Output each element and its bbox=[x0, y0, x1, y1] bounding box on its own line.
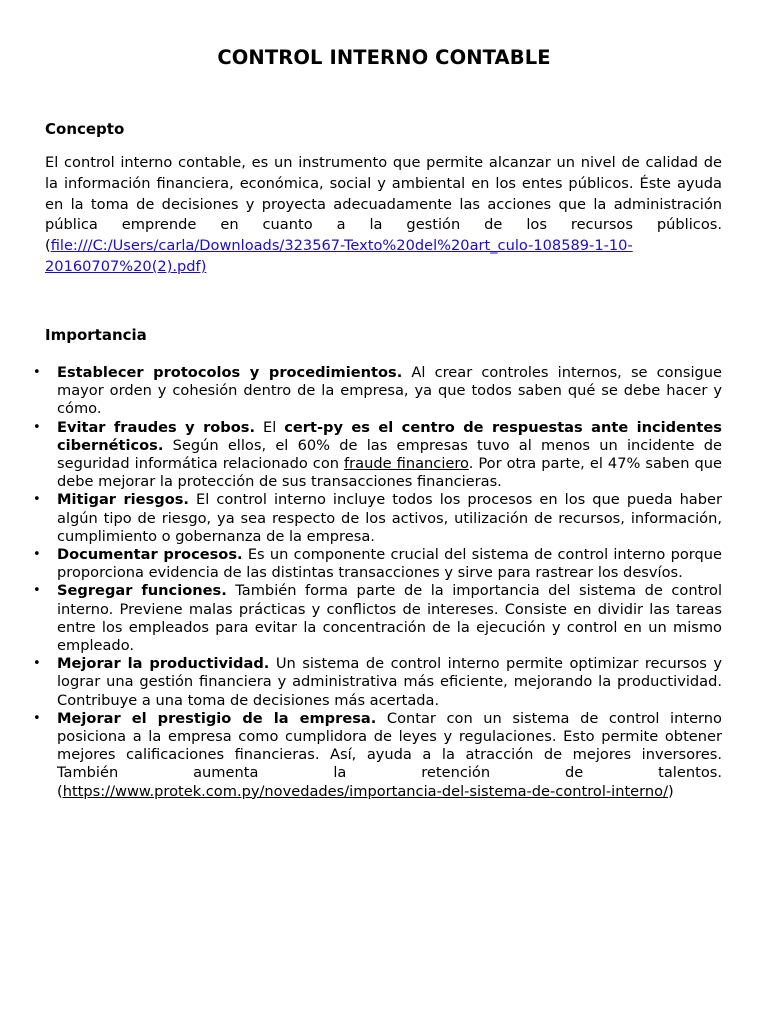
item-ref-close: ) bbox=[668, 782, 674, 800]
item-body bbox=[57, 710, 722, 783]
item-ref-open: ( bbox=[57, 782, 63, 800]
fraude-financiero-link[interactable]: fraude financiero bbox=[344, 455, 469, 473]
item-title: Documentar procesos. bbox=[57, 546, 243, 564]
bullet-icon: • bbox=[33, 656, 41, 672]
item-text: El control interno incluye todos los procesos en los que pueda haber algún tipo de riesgo, ya sea respecto de los activos, utilización de recursos, información, cumplimiento o gobernanza de la empresa. bbox=[57, 491, 722, 545]
importancia-list bbox=[33, 364, 723, 801]
concepto-link-line1: file:///C:/Users/carla/Downloads/323567-Texto%20del%20art_culo-108589-1-10- bbox=[50, 237, 633, 255]
bullet-icon: • bbox=[33, 710, 41, 726]
section-heading-importancia: Importancia bbox=[45, 326, 147, 344]
bullet-icon: • bbox=[33, 492, 41, 508]
list-item bbox=[33, 364, 723, 419]
item-emphasis: cert-py es el centro de respuestas ante incidentes cibernéticos. bbox=[57, 418, 722, 454]
section-heading-concepto: Concepto bbox=[45, 120, 125, 138]
concepto-link-line2: 20160707%20(2).pdf) bbox=[45, 257, 207, 275]
item-title: Mitigar riesgos. bbox=[57, 491, 189, 509]
item-title: Segregar funciones. bbox=[57, 582, 227, 600]
bullet-icon: • bbox=[33, 547, 41, 563]
bullet-icon: • bbox=[33, 419, 41, 435]
concepto-link-open: ( bbox=[45, 237, 51, 255]
concepto-paragraph bbox=[45, 153, 722, 278]
bullet-icon: • bbox=[33, 365, 41, 380]
item-text: Al crear controles internos, se consigue mayor orden y cohesión dentro de la empresa, ya que todos saben qué se debe hacer y cómo. bbox=[57, 364, 723, 418]
list-item bbox=[33, 491, 722, 546]
list-item bbox=[33, 546, 722, 582]
list-item bbox=[33, 709, 722, 801]
bullet-icon: • bbox=[33, 583, 41, 599]
item-text: El bbox=[255, 418, 285, 436]
document-title: CONTROL INTERNO CONTABLE bbox=[217, 46, 551, 69]
item-text: Es un componente crucial del sistema de control interno porque proporciona evidencia de las distintas transacciones y sirve para rastrear los desvíos. bbox=[57, 546, 722, 582]
item-title: Mejorar el prestigio de la empresa. bbox=[57, 709, 377, 727]
item-title: Mejorar la productividad. bbox=[57, 655, 270, 673]
concepto-source-link[interactable] bbox=[45, 237, 633, 275]
item-text: También forma parte de la importancia del sistema de control interno. Previene malas prácticas y conflictos de intereses. Consiste en dividir las tareas entre los empleados para evitar la concentración de la ejecución y control en un mismo empleado. bbox=[57, 582, 722, 655]
list-item bbox=[33, 582, 722, 655]
item-title: Establecer protocolos y procedimientos. bbox=[57, 364, 403, 381]
list-item bbox=[33, 655, 723, 710]
item-text: Según ellos, el 60% de las empresas tuvo al menos un incidente de seguridad informática relacionado con bbox=[57, 436, 722, 473]
item-text: Un sistema de control interno permite optimizar recursos y lograr una gestión financiera y administrativa más eficiente, mejorando la productividad. Contribuye a una toma de decisiones más acertada. bbox=[57, 655, 723, 709]
item-title: Evitar fraudes y robos. bbox=[57, 418, 255, 436]
protek-source-link[interactable]: https://www.protek.com.py/novedades/importancia-del-sistema-de-control-interno/ bbox=[62, 782, 668, 800]
list-item bbox=[33, 418, 722, 492]
concepto-text: El control interno contable, es un instrumento que permite alcanzar un nivel de calidad de la información financiera, económica, social y ambiental en los entes públicos. Éste ayuda en la toma de decisiones y proyecta adecuadamente las acciones que la administración pública emprende en cuanto a la gestión de los recursos públicos. bbox=[45, 154, 722, 234]
item-text: . Por otra parte, el 47% saben que debe mejorar la protección de sus transacciones financieras. bbox=[57, 455, 722, 491]
item-text: Contar con un sistema de control interno posiciona a la empresa como cumplidora de leyes y regulaciones. Esto permite obtener mejores calificaciones financieras. Así, ayuda a la atracción de mejores inversores. También aumenta la retención de talentos. bbox=[57, 709, 722, 782]
